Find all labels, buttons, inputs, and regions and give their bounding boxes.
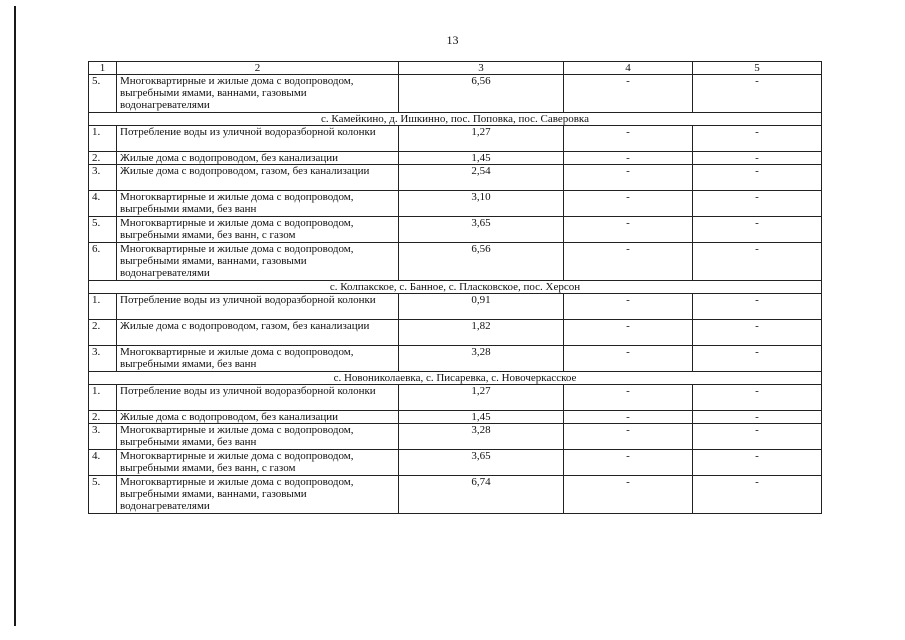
row-col4: - (564, 411, 693, 424)
row-value: 6,56 (399, 75, 564, 113)
row-col4: - (564, 424, 693, 450)
row-value: 0,91 (399, 294, 564, 320)
table-row (89, 165, 822, 191)
table-row (89, 411, 822, 424)
row-description: Многоквартирные и жилые дома с водопроводом, выгребными ямами, без ванн (117, 191, 399, 217)
table-row (89, 75, 822, 113)
row-col5: - (693, 243, 822, 281)
row-number: 1. (89, 385, 117, 411)
row-col4: - (564, 476, 693, 514)
row-col5: - (693, 476, 822, 514)
row-description: Потребление воды из уличной водоразборной колонки (117, 126, 399, 152)
row-number: 1. (89, 126, 117, 152)
scan-edge-line (14, 6, 16, 626)
table-row (89, 320, 822, 346)
row-number: 2. (89, 320, 117, 346)
row-value: 1,27 (399, 385, 564, 411)
section-title: с. Колпакское, с. Банное, с. Пласковское, пос. Херсон (89, 281, 822, 294)
row-number: 5. (89, 476, 117, 514)
header-cell: 3 (399, 62, 564, 75)
row-description: Жилые дома с водопроводом, без канализации (117, 411, 399, 424)
row-number: 6. (89, 243, 117, 281)
row-description: Многоквартирные и жилые дома с водопроводом, выгребными ямами, без ванн (117, 346, 399, 372)
table-row (89, 191, 822, 217)
row-value: 1,27 (399, 126, 564, 152)
section-row (89, 281, 822, 294)
row-description: Многоквартирные и жилые дома с водопроводом, выгребными ямами, без ванн (117, 424, 399, 450)
section-title: с. Новониколаевка, с. Писаревка, с. Новочеркасское (89, 372, 822, 385)
section-row (89, 372, 822, 385)
row-number: 3. (89, 346, 117, 372)
row-number: 4. (89, 191, 117, 217)
row-number: 5. (89, 75, 117, 113)
row-col5: - (693, 126, 822, 152)
row-col4: - (564, 450, 693, 476)
table-row (89, 152, 822, 165)
row-description: Многоквартирные и жилые дома с водопроводом, выгребными ямами, ваннами, газовыми водонагревателями (117, 476, 399, 514)
row-number: 4. (89, 450, 117, 476)
row-col5: - (693, 450, 822, 476)
row-col5: - (693, 411, 822, 424)
row-col4: - (564, 152, 693, 165)
row-number: 3. (89, 165, 117, 191)
header-cell: 2 (117, 62, 399, 75)
row-value: 6,74 (399, 476, 564, 514)
row-col4: - (564, 385, 693, 411)
row-col5: - (693, 191, 822, 217)
header-cell: 4 (564, 62, 693, 75)
row-col4: - (564, 191, 693, 217)
row-description: Жилые дома с водопроводом, газом, без канализации (117, 165, 399, 191)
row-col4: - (564, 126, 693, 152)
row-value: 3,28 (399, 346, 564, 372)
row-col4: - (564, 320, 693, 346)
header-cell: 1 (89, 62, 117, 75)
row-value: 6,56 (399, 243, 564, 281)
row-col4: - (564, 217, 693, 243)
table-row (89, 450, 822, 476)
table-row (89, 385, 822, 411)
row-col4: - (564, 165, 693, 191)
row-col5: - (693, 294, 822, 320)
row-value: 3,65 (399, 450, 564, 476)
row-value: 2,54 (399, 165, 564, 191)
row-col5: - (693, 152, 822, 165)
row-col4: - (564, 294, 693, 320)
row-description: Многоквартирные и жилые дома с водопроводом, выгребными ямами, без ванн, с газом (117, 217, 399, 243)
row-description: Потребление воды из уличной водоразборной колонки (117, 385, 399, 411)
table-row (89, 243, 822, 281)
row-col4: - (564, 243, 693, 281)
row-col4: - (564, 75, 693, 113)
row-value: 1,45 (399, 152, 564, 165)
table-row (89, 217, 822, 243)
row-value: 3,65 (399, 217, 564, 243)
section-title: с. Камейкино, д. Ишкинно, пос. Поповка, пос. Саверовка (89, 113, 822, 126)
row-col5: - (693, 217, 822, 243)
table-row (89, 424, 822, 450)
row-col5: - (693, 165, 822, 191)
tariff-table (88, 61, 822, 514)
row-value: 1,45 (399, 411, 564, 424)
page-number: 13 (446, 33, 459, 47)
row-description: Многоквартирные и жилые дома с водопроводом, выгребными ямами, ваннами, газовыми водонагревателями (117, 75, 399, 113)
table-row (89, 294, 822, 320)
table-row (89, 126, 822, 152)
row-description: Жилые дома с водопроводом, без канализации (117, 152, 399, 165)
row-col5: - (693, 75, 822, 113)
row-number: 1. (89, 294, 117, 320)
section-row (89, 113, 822, 126)
row-col5: - (693, 424, 822, 450)
row-description: Многоквартирные и жилые дома с водопроводом, выгребными ямами, без ванн, с газом (117, 450, 399, 476)
row-description: Потребление воды из уличной водоразборной колонки (117, 294, 399, 320)
table-row (89, 476, 822, 514)
table-row (89, 346, 822, 372)
row-number: 2. (89, 411, 117, 424)
row-value: 1,82 (399, 320, 564, 346)
row-col5: - (693, 346, 822, 372)
row-description: Жилые дома с водопроводом, газом, без канализации (117, 320, 399, 346)
row-number: 3. (89, 424, 117, 450)
table-header-row (89, 62, 822, 75)
row-description: Многоквартирные и жилые дома с водопроводом, выгребными ямами, ваннами, газовыми водонагревателями (117, 243, 399, 281)
row-value: 3,10 (399, 191, 564, 217)
header-cell: 5 (693, 62, 822, 75)
row-col5: - (693, 320, 822, 346)
row-number: 5. (89, 217, 117, 243)
row-col5: - (693, 385, 822, 411)
row-value: 3,28 (399, 424, 564, 450)
row-col4: - (564, 346, 693, 372)
row-number: 2. (89, 152, 117, 165)
